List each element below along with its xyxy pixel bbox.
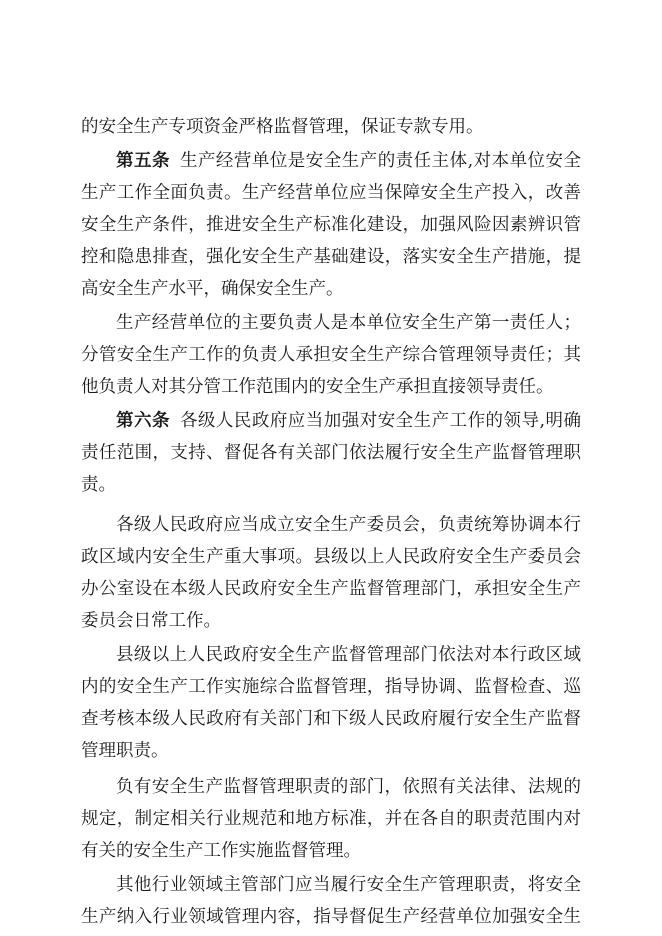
text-line bbox=[81, 902, 581, 932]
article-number: 第六条 bbox=[116, 411, 170, 431]
text-line bbox=[81, 178, 581, 208]
line-text: 查考核本级人民政府有关部门和下级人民政府履行安全生产监督 bbox=[81, 709, 581, 729]
paragraph-start-line bbox=[116, 510, 581, 540]
line-text: 负有安全生产监督管理职责的部门，依照有关法律、法规的 bbox=[116, 777, 581, 797]
line-text: 有关的安全生产工作实施监督管理。 bbox=[81, 841, 361, 861]
text-line bbox=[81, 736, 581, 766]
text-line bbox=[81, 372, 581, 402]
line-text: 生产经营单位的主要负责人是本单位安全生产第一责任人； bbox=[116, 313, 581, 333]
line-text: 管理职责。 bbox=[81, 741, 169, 761]
text-line bbox=[81, 804, 581, 834]
paragraph-start-line bbox=[116, 640, 581, 670]
line-text: 的安全生产专项资金严格监督管理，保证专款专用。 bbox=[81, 117, 484, 137]
text-line bbox=[81, 672, 581, 702]
article-number: 第五条 bbox=[116, 151, 170, 171]
line-text: 内的安全生产工作实施综合监督管理，指导协调、监督检查、巡 bbox=[81, 677, 581, 697]
line-text: 生产纳入行业领域管理内容，指导督促生产经营单位加强安全生 bbox=[81, 907, 581, 927]
line-text: 办公室设在本级人民政府安全生产监督管理部门，承担安全生产 bbox=[81, 579, 581, 599]
text-line bbox=[81, 606, 581, 636]
text-line bbox=[81, 242, 581, 272]
line-text: 责任范围，支持、督促各有关部门依法履行安全生产监督管理职 bbox=[81, 443, 581, 463]
article-heading-line bbox=[116, 406, 581, 436]
text-line bbox=[81, 340, 581, 370]
line-text: 生产工作全面负责。生产经营单位应当保障安全生产投入，改善 bbox=[81, 183, 581, 203]
paragraph-start-line bbox=[116, 308, 581, 338]
line-text: 其他行业领域主管部门应当履行安全生产管理职责，将安全 bbox=[116, 875, 581, 895]
line-text: 生产经营单位是安全生产的责任主体,对本单位安全 bbox=[179, 151, 581, 171]
line-text: 各级人民政府应当成立安全生产委员会，负责统筹协调本行 bbox=[116, 515, 581, 535]
line-text: 县级以上人民政府安全生产监督管理部门依法对本行政区域 bbox=[116, 645, 581, 665]
text-line bbox=[81, 470, 581, 500]
line-text: 高安全生产水平，确保安全生产。 bbox=[81, 279, 344, 299]
text-line bbox=[81, 542, 581, 572]
paragraph-start-line bbox=[116, 870, 581, 900]
line-text: 委员会日常工作。 bbox=[81, 611, 221, 631]
line-text: 他负责人对其分管工作范围内的安全生产承担直接领导责任。 bbox=[81, 377, 554, 397]
paragraph-start-line bbox=[116, 772, 581, 802]
line-text: 政区域内安全生产重大事项。县级以上人民政府安全生产委员会 bbox=[81, 547, 581, 567]
line-text: 分管安全生产工作的负责人承担安全生产综合管理领导责任；其 bbox=[81, 345, 581, 365]
line-text: 责。 bbox=[81, 475, 116, 495]
text-line bbox=[81, 574, 581, 604]
article-heading-line bbox=[116, 146, 581, 176]
line-text: 控和隐患排查，强化安全生产基础建设，落实安全生产措施，提 bbox=[81, 247, 581, 267]
text-line bbox=[81, 836, 581, 866]
text-line bbox=[81, 210, 581, 240]
line-text: 各级人民政府应当加强对安全生产工作的领导,明确 bbox=[179, 411, 581, 431]
text-line bbox=[81, 704, 581, 734]
line-text: 规定，制定相关行业规范和地方标准，并在各自的职责范围内对 bbox=[81, 809, 581, 829]
text-line bbox=[81, 274, 581, 304]
text-line bbox=[81, 438, 581, 468]
line-text: 安全生产条件，推进安全生产标准化建设，加强风险因素辨识管 bbox=[81, 215, 581, 235]
text-line bbox=[81, 112, 581, 142]
